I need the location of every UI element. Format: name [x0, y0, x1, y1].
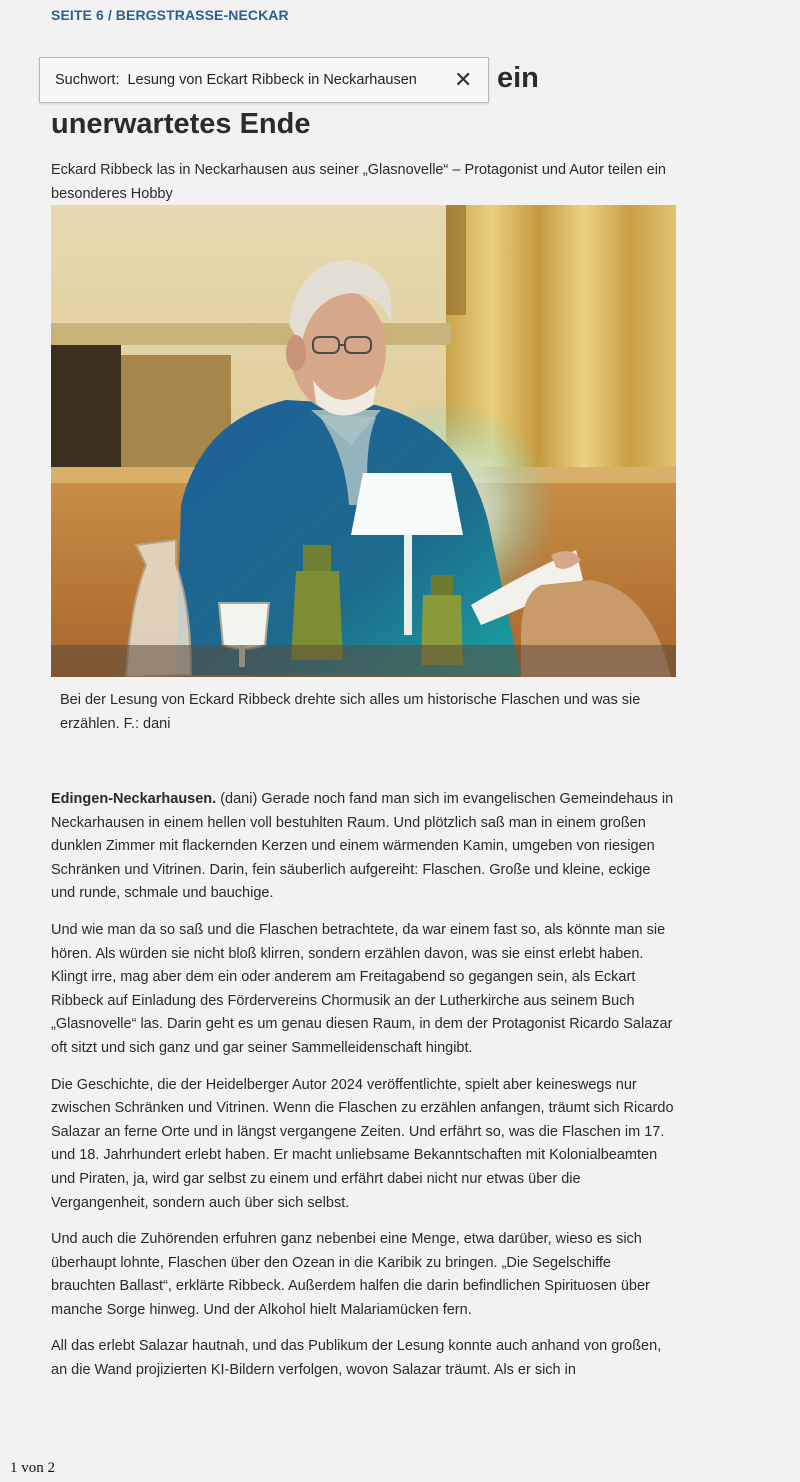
article-subtitle: Eckard Ribbeck las in Neckarhausen aus seiner „Glasnovelle“ – Protagonist und Autor teilen ein besonderes Hobby — [51, 162, 666, 202]
search-keyword-label: Suchwort: — [55, 72, 120, 88]
headline-line-1: ein — [497, 62, 539, 94]
photo-caption: Bei der Lesung von Eckard Ribbeck drehte sich alles um historische Flaschen und was sie erzählen. F.: dani — [60, 692, 641, 732]
section-label: SEITE 6 / BERGSTRASSE-NECKAR — [51, 7, 289, 23]
article-paragraph: Und auch die Zuhörenden erfuhren ganz nebenbei eine Menge, etwa darüber, wieso es sich überhaupt lohnte, Flaschen über den Ozean in die Karibik zu bringen. „Die Segelschiffe brauchten Ballast“, erklärte Ribbeck. Außerdem halfen die darin befindlichen Spirituosen über manche Sorge hinweg. Und der Alkohol hielt Malariamücken fern. — [51, 1231, 650, 1318]
article-paragraph: Die Geschichte, die der Heidelberger Autor 2024 veröffentlichte, spielt aber keineswegs nur zwischen Schränken und Vitrinen. Wenn die Flaschen zu erzählen anfangen, träumt sich Ricardo Salazar an ferne Orte und in längst vergangene Zeiten. Und erfährt so, was die Flaschen im 17. und 18. Jahrhundert erlebt haben. Er macht unliebsame Bekanntschaften mit Kolonialbeamten und Piraten, ja, wird gar selbst zu einem und erfährt dabei nicht nur etwas über die Vergangenheit, sondern auch über sich selbst. — [51, 1076, 674, 1211]
search-keyword-chip[interactable] — [39, 57, 489, 103]
article-paragraph-1-text: (dani) Gerade noch fand man sich im evangelischen Gemeindehaus in Neckarhausen in einem hellen voll bestuhlten Raum. Und plötzlich saß man in einem großen dunklen Zimmer mit flackernden Kerzen und einem wärmenden Kamin, umgeben von riesigen Schränken und Vitrinen. Darin, fein säuberlich aufgereiht: Flaschen. Große und kleine, eckige und runde, schmale und bauchige. — [51, 791, 674, 902]
search-keyword-value: Lesung von Eckart Ribbeck in Neckarhausen — [127, 72, 417, 88]
article-body — [51, 788, 676, 1396]
close-icon[interactable]: ✕ — [454, 67, 473, 92]
article-paragraph: All das erlebt Salazar hautnah, und das Publikum der Lesung konnte auch anhand von großen, an die Wand projizierten KI-Bildern verfolgen, wovon Salazar träumt. Als er sich in — [51, 1338, 662, 1379]
page-counter: 1 von 2 — [10, 1460, 55, 1476]
headline-line-2: unerwartetes Ende — [51, 108, 311, 140]
article-photo — [51, 205, 676, 677]
article-paragraph: Und wie man da so saß und die Flaschen betrachtete, da war einem fast so, als könnte man sie hören. Als würden sie nicht bloß klirren, sondern erzählen davon, was sie einst erlebt haben. Klingt irre, mag aber dem ein oder anderem am Freitagabend so gegangen sein, als Eckart Ribbeck auf Einladung des Fördervereins Chormusik an der Lutherkirche aus seinem Buch „Glasnovelle“ las. Darin geht es um genau diesen Raum, in dem der Protagonist Ricardo Salazar oft sitzt und sich ganz und gar seiner Sammelleidenschaft hingibt. — [51, 921, 673, 1056]
article-dateline: Edingen-Neckarhausen. — [51, 791, 217, 807]
article-paragraph — [51, 788, 676, 906]
